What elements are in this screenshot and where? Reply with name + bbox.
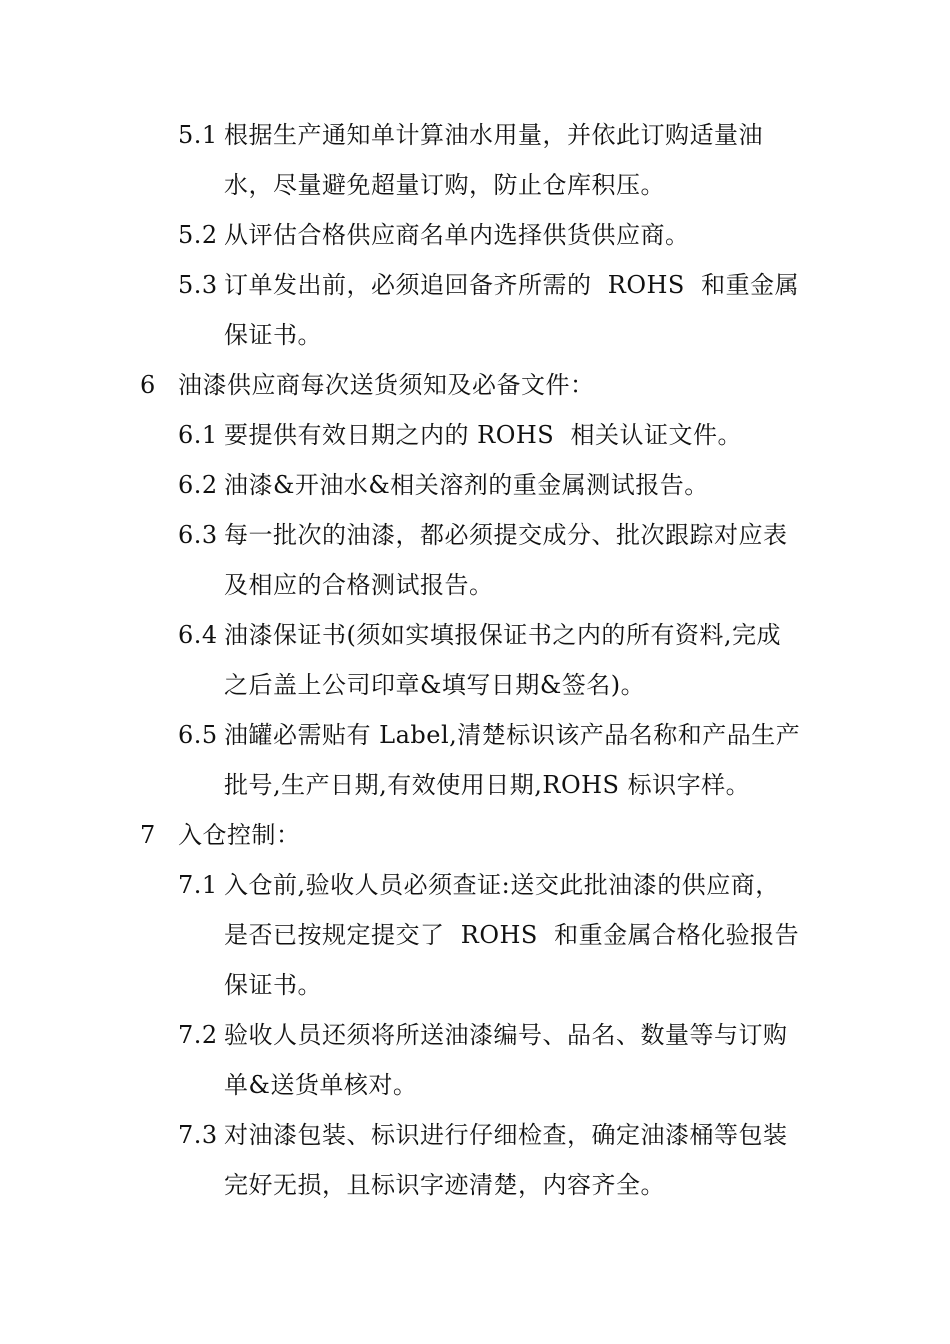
item-6-5	[140, 710, 820, 760]
item-number: 5.3	[178, 271, 218, 299]
item-7-3	[140, 1110, 820, 1160]
item-text: 入仓前,验收人员必须查证:送交此批油漆的供应商，	[224, 871, 780, 899]
item-text: 油漆保证书(须如实填报保证书之内的所有资料,完成	[224, 621, 781, 649]
section-number: 6	[140, 371, 156, 399]
item-text: 之后盖上公司印章&填写日期&签名)。	[224, 671, 646, 699]
section-title: 油漆供应商每次送货须知及必备文件：	[178, 371, 595, 399]
item-text: 油漆&开油水&相关溶剂的重金属测试报告。	[224, 471, 709, 499]
item-text: 保证书。	[224, 321, 322, 349]
section-number: 7	[140, 821, 156, 849]
item-text: 对油漆包装、标识进行仔细检查，确定油漆桶等包装	[224, 1121, 788, 1149]
item-7-2	[140, 1010, 820, 1060]
item-continuation	[140, 910, 820, 960]
item-6-3	[140, 510, 820, 560]
item-text: 要提供有效日期之内的 ROHS 相关认证文件。	[224, 421, 743, 449]
item-6-2	[140, 460, 820, 510]
item-number: 5.1	[178, 121, 218, 149]
item-6-1	[140, 410, 820, 460]
item-number: 7.1	[178, 871, 218, 899]
item-text: 验收人员还须将所送油漆编号、品名、数量等与订购	[224, 1021, 788, 1049]
item-text: 是否已按规定提交了 ROHS 和重金属合格化验报告	[224, 921, 800, 949]
item-continuation	[140, 1160, 820, 1210]
section-7-heading	[140, 810, 820, 860]
item-number: 6.2	[178, 471, 218, 499]
item-continuation	[140, 160, 820, 210]
item-continuation	[140, 310, 820, 360]
item-text: 订单发出前，必须追回备齐所需的 ROHS 和重金属	[224, 271, 800, 299]
item-number: 6.4	[178, 621, 218, 649]
item-7-1	[140, 860, 820, 910]
section-6-heading	[140, 360, 820, 410]
item-continuation	[140, 1060, 820, 1110]
item-number: 6.5	[178, 721, 218, 749]
item-text: 每一批次的油漆，都必须提交成分、批次跟踪对应表	[224, 521, 788, 549]
item-text: 及相应的合格测试报告。	[224, 571, 494, 599]
section-title: 入仓控制：	[178, 821, 301, 849]
item-text: 水，尽量避免超量订购，防止仓库积压。	[224, 171, 665, 199]
item-number: 6.3	[178, 521, 218, 549]
item-continuation	[140, 760, 820, 810]
item-text: 从评估合格供应商名单内选择供货供应商。	[224, 221, 690, 249]
item-number: 7.2	[178, 1021, 218, 1049]
item-text: 油罐必需贴有 Label,清楚标识该产品名称和产品生产	[224, 721, 801, 749]
item-5-1	[140, 110, 820, 160]
item-number: 5.2	[178, 221, 218, 249]
item-text: 根据生产通知单计算油水用量，并依此订购适量油	[224, 121, 763, 149]
item-continuation	[140, 660, 820, 710]
item-number: 6.1	[178, 421, 218, 449]
document-body	[140, 110, 820, 1210]
item-text: 批号,生产日期,有效使用日期,ROHS 标识字样。	[224, 771, 751, 799]
item-continuation	[140, 560, 820, 610]
item-6-4	[140, 610, 820, 660]
item-number: 7.3	[178, 1121, 218, 1149]
item-5-2	[140, 210, 820, 260]
item-5-3	[140, 260, 820, 310]
item-text: 单&送货单核对。	[224, 1071, 418, 1099]
item-text: 完好无损，且标识字迹清楚，内容齐全。	[224, 1171, 665, 1199]
item-text: 保证书。	[224, 971, 322, 999]
item-continuation	[140, 960, 820, 1010]
